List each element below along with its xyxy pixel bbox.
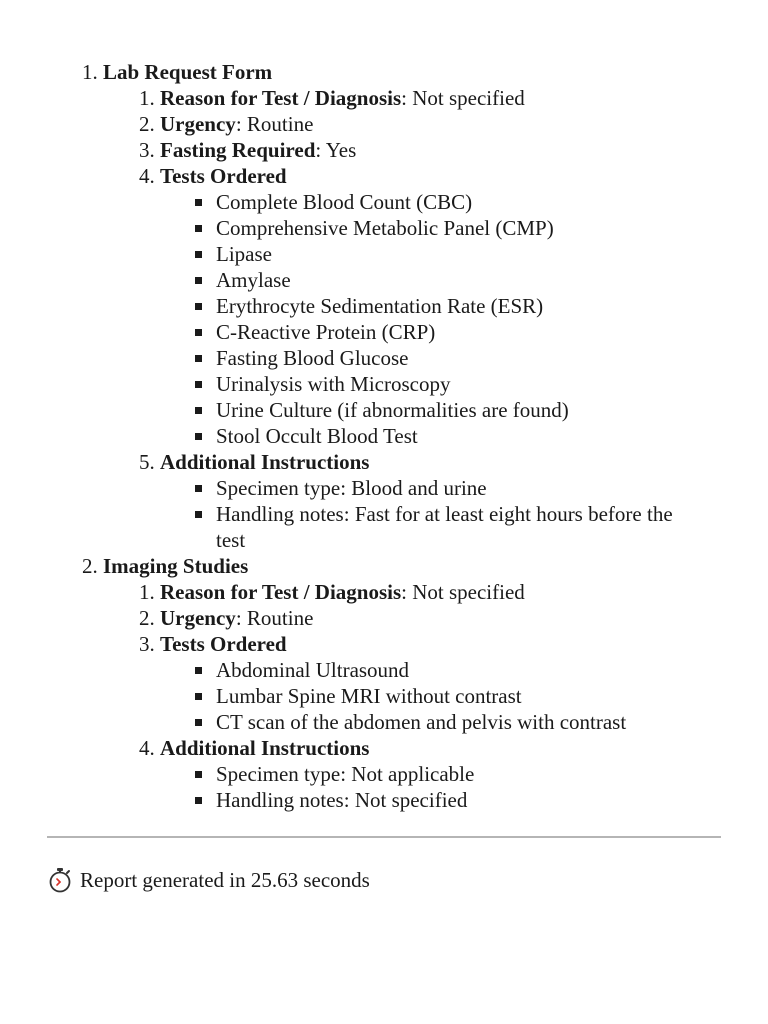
item-label: Additional Instructions bbox=[160, 450, 370, 474]
bullet-item: Comprehensive Metabolic Panel (CMP) bbox=[216, 215, 768, 241]
tests-ordered-list bbox=[160, 189, 768, 449]
list-item bbox=[160, 449, 768, 553]
report-timing-text: Report generated in 25.63 seconds bbox=[80, 868, 370, 892]
bullet-item: Lumbar Spine MRI without contrast bbox=[216, 683, 768, 709]
bullet-item: Handling notes: Fast for at least eight hours before the test bbox=[216, 501, 706, 553]
bullet-item: Specimen type: Blood and urine bbox=[216, 475, 706, 501]
section-items bbox=[103, 579, 768, 813]
additional-instructions-list bbox=[160, 475, 706, 553]
additional-instructions-list bbox=[160, 761, 768, 813]
divider bbox=[47, 836, 721, 838]
list-item bbox=[160, 579, 768, 605]
bullet-item: Complete Blood Count (CBC) bbox=[216, 189, 768, 215]
bullet-item: CT scan of the abdomen and pelvis with contrast bbox=[216, 709, 768, 735]
list-item bbox=[160, 605, 768, 631]
bullet-item: Amylase bbox=[216, 267, 768, 293]
section-items bbox=[103, 85, 768, 553]
list-item bbox=[160, 111, 768, 137]
bullet-item: Fasting Blood Glucose bbox=[216, 345, 768, 371]
bullet-item: Abdominal Ultrasound bbox=[216, 657, 768, 683]
bullet-item: Lipase bbox=[216, 241, 768, 267]
list-item bbox=[160, 137, 768, 163]
report-content bbox=[0, 59, 768, 813]
item-label: Tests Ordered bbox=[160, 164, 287, 188]
tests-ordered-list bbox=[160, 657, 768, 735]
bullet-item: Specimen type: Not applicable bbox=[216, 761, 768, 787]
section-lab-request bbox=[103, 59, 768, 553]
bullet-item: Urine Culture (if abnormalities are found) bbox=[216, 397, 768, 423]
item-value: : Routine bbox=[235, 112, 314, 136]
item-label: Fasting Required bbox=[160, 138, 316, 162]
item-label: Reason for Test / Diagnosis bbox=[160, 580, 402, 604]
list-item bbox=[160, 85, 768, 111]
bullet-item: Stool Occult Blood Test bbox=[216, 423, 768, 449]
list-item bbox=[160, 735, 768, 813]
list-item bbox=[160, 631, 768, 735]
section-imaging-studies bbox=[103, 553, 768, 813]
bullet-item: Urinalysis with Microscopy bbox=[216, 371, 768, 397]
item-value: : Routine bbox=[235, 606, 314, 630]
item-label: Urgency bbox=[160, 606, 236, 630]
list-item bbox=[160, 163, 768, 449]
item-label: Urgency bbox=[160, 112, 236, 136]
stopwatch-icon bbox=[47, 867, 73, 893]
item-value: : Not specified bbox=[401, 86, 525, 110]
bullet-item: Handling notes: Not specified bbox=[216, 787, 768, 813]
item-label: Tests Ordered bbox=[160, 632, 287, 656]
report-sections bbox=[0, 59, 768, 813]
report-footer bbox=[47, 867, 370, 893]
bullet-item: Erythrocyte Sedimentation Rate (ESR) bbox=[216, 293, 768, 319]
section-title: Imaging Studies bbox=[103, 554, 249, 578]
item-value: : Yes bbox=[315, 138, 357, 162]
item-value: : Not specified bbox=[401, 580, 525, 604]
section-title: Lab Request Form bbox=[103, 60, 273, 84]
item-label: Additional Instructions bbox=[160, 736, 370, 760]
item-label: Reason for Test / Diagnosis bbox=[160, 86, 402, 110]
bullet-item: C-Reactive Protein (CRP) bbox=[216, 319, 768, 345]
